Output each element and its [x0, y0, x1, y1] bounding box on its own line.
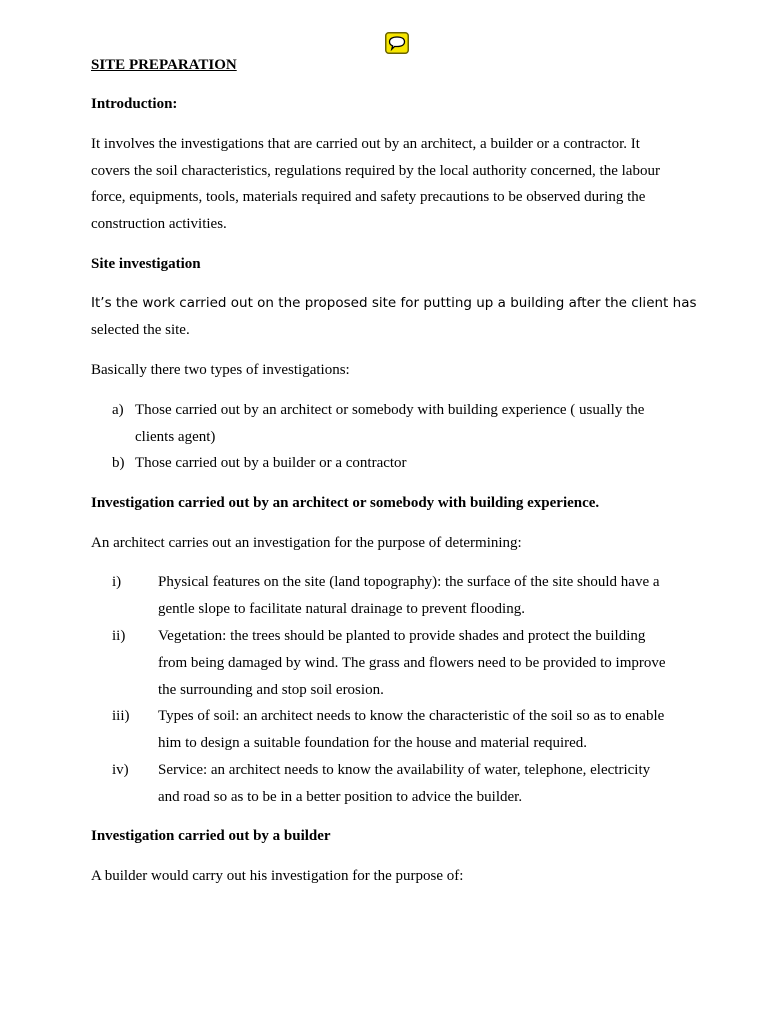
investigation-types-intro: Basically there two types of investigations:: [91, 362, 350, 378]
builder-investigation-heading: Investigation carried out by a builder: [91, 828, 331, 844]
site-investigation-line: It’s the work carried out on the proposed site for putting up a building after the client has: [91, 295, 697, 311]
list-marker: iii): [112, 708, 130, 724]
list-item-line: him to design a suitable foundation for the house and material required.: [158, 735, 588, 751]
architect-investigation-intro: An architect carries out an investigation for the purpose of determining:: [91, 535, 522, 551]
list-marker: a): [112, 402, 124, 418]
list-item-line: clients agent): [135, 429, 216, 445]
list-item-line: Service: an architect needs to know the availability of water, telephone, electricity: [158, 762, 651, 778]
list-item-line: from being damaged by wind. The grass and flowers need to be provided to improve: [158, 655, 666, 671]
list-marker: b): [112, 455, 125, 471]
site-investigation-heading: Site investigation: [91, 256, 201, 272]
list-marker: iv): [112, 762, 129, 778]
introduction-heading: Introduction:: [91, 96, 178, 112]
list-marker: i): [112, 574, 122, 590]
list-item-line: Vegetation: the trees should be planted to provide shades and protect the building: [158, 628, 646, 644]
introduction-line: covers the soil characteristics, regulations required by the local authority concerned, the labour: [91, 163, 660, 179]
list-marker: ii): [112, 628, 126, 644]
builder-investigation-intro: A builder would carry out his investigation for the purpose of:: [91, 868, 464, 884]
list-item-line: Types of soil: an architect needs to know the characteristic of the soil so as to enable: [158, 708, 665, 724]
list-item-line: Those carried out by an architect or somebody with building experience ( usually the: [135, 402, 645, 418]
list-item-line: Those carried out by a builder or a contractor: [135, 455, 407, 471]
list-item-line: gentle slope to facilitate natural drainage to prevent flooding.: [158, 601, 525, 617]
comment-icon[interactable]: [385, 32, 409, 54]
introduction-line: construction activities.: [91, 216, 227, 232]
site-investigation-line: selected the site.: [91, 322, 190, 338]
list-item-line: and road so as to be in a better position to advice the builder.: [158, 789, 523, 805]
list-item-line: the surrounding and stop soil erosion.: [158, 682, 384, 698]
introduction-line: It involves the investigations that are carried out by an architect, a builder or a contractor. It: [91, 136, 640, 152]
page-title: SITE PREPARATION: [91, 57, 237, 73]
introduction-line: force, equipments, tools, materials required and safety precautions to be observed during the: [91, 189, 646, 205]
architect-investigation-heading: Investigation carried out by an architect or somebody with building experience.: [91, 495, 600, 511]
list-item-line: Physical features on the site (land topography): the surface of the site should have a: [158, 574, 660, 590]
